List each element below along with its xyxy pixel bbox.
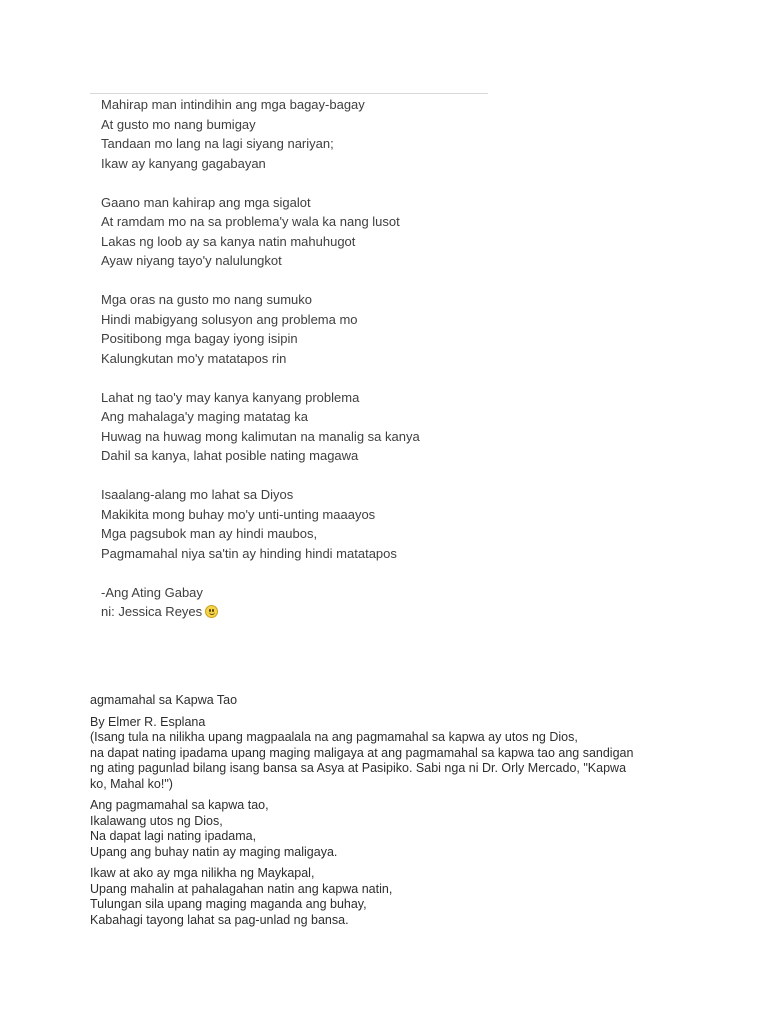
poem-line: At gusto mo nang bumigay (101, 116, 256, 132)
article-intro-line: na dapat nating ipadama upang maging maligaya at ang pagmamahal sa kapwa tao ang sandigan (90, 745, 634, 760)
poem-line: Lahat ng tao'y may kanya kanyang problema (101, 389, 360, 405)
article-intro-line: (Isang tula na nilikha upang magpaalala na ang pagmamahal sa kapwa ay utos ng Dios, (90, 730, 578, 744)
smiley-face-icon (205, 605, 218, 618)
article-line: Ikaw at ako ay mga nilikha ng Maykapal, (90, 866, 315, 880)
poem-line: Pagmamahal niya sa'tin ay hinding hindi matatapos (101, 545, 397, 561)
poem-stanza (101, 290, 420, 368)
poem-line: Dahil sa kanya, lahat posible nating magawa (101, 448, 359, 463)
poem-line: Isaalang-alang mo lahat sa Diyos (101, 487, 294, 502)
poem-line: Ang mahalaga'y maging matatag ka (101, 409, 308, 424)
article-line: Kabahagi tayong lahat sa pag-unlad ng bansa. (90, 912, 349, 927)
article-line: Na dapat lagi nating ipadama, (90, 829, 257, 843)
poem-line: Ayaw niyang tayo'y nalulungkot (101, 253, 282, 268)
article-stanza (90, 866, 730, 928)
poem-author-credit (101, 602, 420, 622)
article-line: Upang ang buhay natin ay maging maligaya. (90, 844, 338, 859)
poem-line: At ramdam mo na sa problema'y wala ka nang lusot (101, 214, 400, 229)
article-byline-block (90, 715, 730, 793)
poem-line: Ikaw ay kanyang gagabayan (101, 155, 266, 171)
poem-line: Mga oras na gusto mo nang sumuko (101, 292, 313, 307)
poem-line: Mahirap man intindihin ang mga bagay-bagay (101, 97, 365, 112)
article-line: Tulungan sila upang maging maganda ang buhay, (90, 897, 367, 911)
author-name: ni: Jessica Reyes (101, 604, 203, 619)
poem-credit (101, 583, 420, 622)
article-intro-line: ko, Mahal ko!") (90, 776, 173, 791)
poem-line: Makikita mong buhay mo'y unti-unting maaayos (101, 506, 376, 522)
poem-title-credit: -Ang Ating Gabay (101, 584, 203, 600)
article-pagmamahal-sa-kapwa-tao (90, 693, 730, 934)
article-stanza (90, 798, 730, 860)
article-line: Ikalawang utos ng Dios, (90, 813, 223, 828)
poem-stanza (101, 95, 420, 173)
top-divider (90, 93, 488, 94)
poem-line: Kalungkutan mo'y matatapos rin (101, 350, 287, 366)
poem-ang-ating-gabay (101, 95, 420, 622)
poem-stanza (101, 388, 420, 466)
poem-line: Tandaan mo lang na lagi siyang nariyan; (101, 136, 334, 151)
poem-line: Positibong mga bagay iyong isipin (101, 331, 298, 346)
poem-line: Gaano man kahirap ang mga sigalot (101, 194, 311, 210)
poem-line: Mga pagsubok man ay hindi maubos, (101, 526, 318, 541)
article-title: agmamahal sa Kapwa Tao (90, 693, 238, 707)
article-intro-line: ng ating pagunlad bilang isang bansa sa Asya at Pasipiko. Sabi nga ni Dr. Orly Mercado, "Kapwa (90, 761, 627, 775)
poem-stanza (101, 485, 420, 563)
article-line: Upang mahalin at pahalagahan natin ang kapwa natin, (90, 881, 393, 896)
poem-line: Lakas ng loob ay sa kanya natin mahuhugot (101, 233, 356, 249)
poem-stanza (101, 193, 420, 271)
article-line: Ang pagmamahal sa kapwa tao, (90, 798, 269, 812)
article-byline: By Elmer R. Esplana (90, 714, 206, 729)
poem-line: Hindi mabigyang solusyon ang problema mo (101, 311, 358, 327)
poem-line: Huwag na huwag mong kalimutan na manalig sa kanya (101, 428, 420, 444)
